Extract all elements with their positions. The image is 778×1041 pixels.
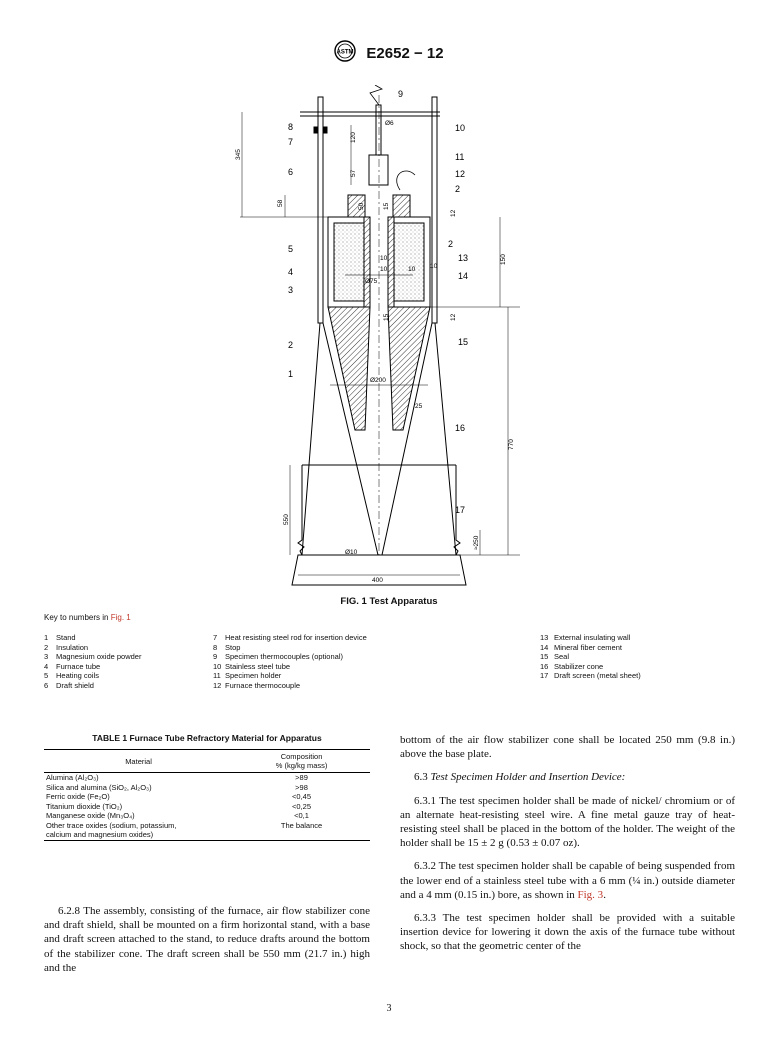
- svg-text:Ø6: Ø6: [385, 120, 394, 127]
- right-column: [400, 733, 735, 963]
- key-title: Key to numbers in Fig. 1: [44, 613, 131, 622]
- svg-text:≈250: ≈250: [473, 535, 480, 550]
- table-1: [44, 733, 370, 841]
- callout-17: 17: [455, 505, 466, 515]
- callout-13: 13: [458, 253, 469, 263]
- svg-text:ASTM: ASTM: [336, 49, 354, 56]
- svg-text:10: 10: [380, 266, 388, 273]
- table-title: TABLE 1 Furnace Tube Refractory Material for Apparatus: [92, 733, 322, 743]
- paragraph-6-3-3: 6.3.3 The test specimen holder shall be provided with a suitable insertion device for lowering it down the axis of the furnace tube without shock, so that the geometric center of the: [400, 912, 735, 953]
- svg-text:770: 770: [508, 439, 515, 450]
- svg-text:10: 10: [408, 266, 416, 273]
- key-item: 16 Stabilizer cone: [540, 661, 604, 671]
- svg-text:150: 150: [500, 254, 507, 265]
- table-row: Manganese oxide (Mn₃O₄) <0,1: [46, 811, 309, 820]
- key-item: 5 Heating coils: [44, 671, 99, 680]
- section-6-3-heading: 6.3 Test Specimen Holder and Insertion Device:: [414, 771, 626, 784]
- table-row: Silica and alumina (SiO₂, Al₂O₃) >98: [46, 782, 308, 792]
- callout-2b: 2: [448, 239, 454, 249]
- callout-2c: 2: [288, 340, 294, 350]
- key-item: 17 Draft screen (metal sheet): [540, 671, 641, 680]
- paragraph-6-3-1: 6.3.1 The test specimen holder shall be made of nickel/ chromium or of an alternate heat-resisting steel wire. A fine metal gauze tray of heat-resisting steel shall be placed in the bottom of the holder. The weight of the holder shall be 15 ± 2 g (0.53 ± 0.07 oz).: [400, 794, 735, 850]
- callout-16: 16: [455, 423, 466, 433]
- page-header: [0, 40, 778, 67]
- paragraph-continuation: bottom of the air flow stabilizer cone shall be located 250 mm (9.8 in.) above the base plate.: [400, 734, 735, 761]
- key-item: 4 Furnace tube: [44, 661, 101, 671]
- svg-text:15: 15: [383, 202, 390, 210]
- table-row: Titanium dioxide (TiO₂) <0,25: [46, 801, 312, 811]
- page-number: 3: [386, 1003, 392, 1014]
- callout-9: 9: [398, 89, 404, 99]
- svg-text:550: 550: [283, 514, 290, 525]
- svg-text:57: 57: [350, 169, 357, 177]
- callout-7: 7: [288, 137, 294, 147]
- key-item: 15 Seal: [540, 652, 570, 661]
- callout-6: 6: [288, 167, 294, 177]
- astm-logo-icon: [334, 40, 356, 67]
- col-header-material: Material: [44, 750, 233, 773]
- svg-text:345: 345: [235, 149, 242, 160]
- table-row: Other trace oxides (sodium, potassium, The balance: [46, 820, 323, 830]
- key-column-2: [213, 633, 367, 690]
- svg-text:120: 120: [350, 132, 357, 143]
- standard-designation: E2652 − 12: [366, 45, 444, 62]
- key-item: 3 Magnesium oxide powder: [44, 652, 142, 661]
- svg-text:58: 58: [277, 199, 284, 207]
- callout-14: 14: [458, 271, 469, 281]
- callout-11: 11: [455, 152, 465, 162]
- paragraph-6-2-8: 6.2.8 The assembly, consisting of the furnace, air flow stabilizer cone and draft shield, shall be mounted on a firm horizontal stand, with a base and draft screen attached to the stand, to reduce drafts around the bottom of the stabilizer cone. The draft screen shall be 550 mm (21.7 in.) high and the: [44, 905, 370, 974]
- callout-5: 5: [288, 244, 294, 254]
- svg-text:10: 10: [430, 263, 438, 270]
- key-item: 14 Mineral fiber cement: [540, 642, 622, 652]
- svg-text:15: 15: [383, 313, 390, 321]
- key-item: 9 Specimen thermocouples (optional): [213, 652, 343, 661]
- fig3-link[interactable]: Fig. 3: [577, 888, 604, 901]
- callout-1: 1: [288, 369, 294, 379]
- svg-text:Ø10: Ø10: [345, 549, 358, 556]
- key-item: 10 Stainless steel tube: [213, 661, 291, 671]
- figure-caption: FIG. 1 Test Apparatus: [340, 596, 438, 607]
- key-item: 11 Specimen holder: [213, 671, 282, 680]
- key-item: 13 External insulating wall: [540, 633, 631, 642]
- table-row: Ferric oxide (Fe₂O) <0,45: [46, 792, 312, 801]
- svg-text:50: 50: [358, 202, 365, 210]
- callout-3: 3: [288, 285, 294, 295]
- callout-2a: 2: [455, 184, 461, 194]
- callout-8: 8: [288, 122, 294, 132]
- key-item: 8 Stop: [213, 642, 241, 652]
- key-item: 2 Insulation: [44, 642, 89, 652]
- col-header-composition: Composition % (kg/kg mass): [233, 750, 370, 773]
- key-item: 1 Stand: [44, 633, 76, 642]
- svg-text:Ø200: Ø200: [370, 377, 386, 384]
- paragraph-6-3-2: 6.3.2 The test specimen holder shall be capable of being suspended from the lower end of a stainless steel tube with a 6 mm (¼ in.) outside diameter and a 4 mm (0.15 in.) bore, as shown in Fig. 3.: [400, 860, 735, 901]
- callout-15: 15: [458, 337, 469, 347]
- key-item: 7 Heat resisting steel rod for insertion device: [213, 633, 367, 642]
- svg-text:12: 12: [450, 313, 457, 321]
- svg-text:10: 10: [380, 255, 388, 262]
- callout-12: 12: [455, 169, 466, 179]
- svg-text:12: 12: [450, 209, 457, 217]
- key-column-3: [540, 633, 641, 681]
- callout-4: 4: [288, 267, 294, 277]
- table-row: calcium and magnesium oxides): [44, 830, 370, 840]
- table-row: Alumina (Al₂O₃) >89: [46, 773, 308, 782]
- svg-text:Ø75: Ø75: [365, 278, 378, 285]
- svg-text:400: 400: [372, 577, 383, 584]
- svg-text:25: 25: [415, 403, 423, 410]
- key-item: 12 Furnace thermocouple: [213, 680, 301, 690]
- key-item: 6 Draft shield: [44, 680, 94, 690]
- key-column-1: [44, 633, 141, 690]
- callout-10: 10: [455, 123, 466, 133]
- figure-test-apparatus: [230, 85, 530, 595]
- fig1-link[interactable]: Fig. 1: [110, 613, 131, 622]
